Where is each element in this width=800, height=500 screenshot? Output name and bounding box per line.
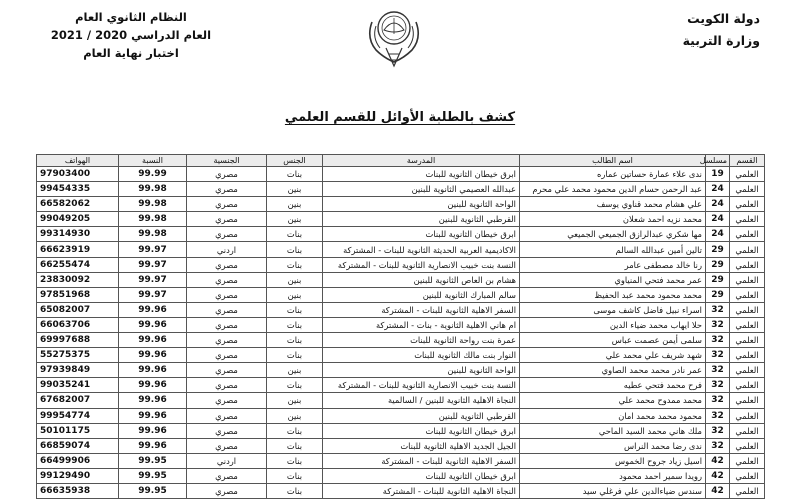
cell-school: الواحة الثانوية للبنين	[323, 363, 520, 378]
cell-gender: بنين	[267, 287, 323, 302]
header-phone: الهواتف	[37, 155, 119, 167]
cell-student-name: سلمى أيمن عصمت عباس	[520, 333, 706, 348]
cell-gender: بنين	[267, 212, 323, 227]
header-name: اسم الطالب	[520, 155, 706, 167]
cell-gender: بنات	[267, 302, 323, 317]
cell-nationality: مصري	[187, 302, 267, 317]
cell-student-name: محمد محمود محمد عبد الحفيظ	[520, 287, 706, 302]
cell-dept: العلمي	[730, 438, 765, 453]
header-school: المدرسة	[323, 155, 520, 167]
cell-seq: 29	[706, 287, 730, 302]
cell-school: النجاة الاهلية الثانوية للبنات - المشتركة	[323, 483, 520, 498]
cell-dept: العلمي	[730, 167, 765, 182]
cell-seq: 29	[706, 242, 730, 257]
table-row	[37, 378, 765, 393]
cell-dept: العلمي	[730, 333, 765, 348]
cell-dept: العلمي	[730, 287, 765, 302]
cell-percent: 99.96	[119, 378, 187, 393]
cell-school: الواحة الثانوية للبنين	[323, 197, 520, 212]
cell-seq: 32	[706, 302, 730, 317]
cell-student-name: عمر محمد فتحي المنياوي	[520, 272, 706, 287]
cell-dept: العلمي	[730, 378, 765, 393]
cell-seq: 29	[706, 272, 730, 287]
cell-phone: 99314930	[37, 227, 119, 242]
table-row	[37, 483, 765, 498]
cell-student-name: شهد شريف علي محمد علي	[520, 348, 706, 363]
cell-school: ابرق خيطان الثانوية للبنات	[323, 227, 520, 242]
cell-gender: بنات	[267, 348, 323, 363]
cell-gender: بنين	[267, 182, 323, 197]
cell-percent: 99.96	[119, 333, 187, 348]
table-row	[37, 333, 765, 348]
cell-dept: العلمي	[730, 393, 765, 408]
cell-gender: بنات	[267, 423, 323, 438]
table-row	[37, 423, 765, 438]
cell-gender: بنات	[267, 333, 323, 348]
cell-phone: 66859074	[37, 438, 119, 453]
cell-school: النجاة الاهلية الثانوية للبنين / السالمية	[323, 393, 520, 408]
cell-phone: 99049205	[37, 212, 119, 227]
cell-student-name: ملك هاني محمد السيد الماحي	[520, 423, 706, 438]
cell-dept: العلمي	[730, 348, 765, 363]
cell-seq: 42	[706, 468, 730, 483]
cell-school: سالم المبارك الثانوية للبنين	[323, 287, 520, 302]
cell-phone: 23830092	[37, 272, 119, 287]
cell-gender: بنين	[267, 408, 323, 423]
cell-percent: 99.97	[119, 272, 187, 287]
cell-nationality: مصري	[187, 227, 267, 242]
cell-percent: 99.97	[119, 242, 187, 257]
cell-dept: العلمي	[730, 182, 765, 197]
table-row	[37, 438, 765, 453]
cell-dept: العلمي	[730, 257, 765, 272]
cell-phone: 99035241	[37, 378, 119, 393]
cell-student-name: فرح محمد فتحي عطيه	[520, 378, 706, 393]
cell-nationality: مصري	[187, 257, 267, 272]
table-row	[37, 212, 765, 227]
cell-percent: 99.96	[119, 363, 187, 378]
cell-nationality: مصري	[187, 408, 267, 423]
cell-student-name: علي هشام محمد قناوي يوسف	[520, 197, 706, 212]
cell-seq: 24	[706, 182, 730, 197]
system-name: النظام الثانوي العام	[75, 10, 187, 24]
cell-student-name: عمر نادر محمد محمد الصاوي	[520, 363, 706, 378]
cell-dept: العلمي	[730, 302, 765, 317]
cell-dept: العلمي	[730, 197, 765, 212]
cell-seq: 32	[706, 378, 730, 393]
cell-phone: 55275375	[37, 348, 119, 363]
cell-seq: 32	[706, 363, 730, 378]
academic-year: العام الدراسي 2020 / 2021	[50, 28, 212, 42]
cell-student-name: رنا خالد مصطفى عامر	[520, 257, 706, 272]
cell-nationality: مصري	[187, 197, 267, 212]
cell-school: الاكاديمية العربية الحديثة الثانوية للبنات - المشتركة	[323, 242, 520, 257]
cell-gender: بنات	[267, 227, 323, 242]
cell-dept: العلمي	[730, 483, 765, 498]
cell-phone: 99454335	[37, 182, 119, 197]
cell-gender: بنات	[267, 317, 323, 332]
cell-school: عمرة بنت رواحة الثانوية للبنات	[323, 333, 520, 348]
cell-phone: 99129490	[37, 468, 119, 483]
cell-seq: 32	[706, 348, 730, 363]
cell-percent: 99.96	[119, 438, 187, 453]
header-right-block	[683, 8, 760, 52]
cell-percent: 99.97	[119, 257, 187, 272]
cell-nationality: مصري	[187, 317, 267, 332]
cell-gender: بنين	[267, 393, 323, 408]
header-seq: مسلسل	[706, 155, 730, 167]
cell-nationality: مصري	[187, 182, 267, 197]
cell-percent: 99.95	[119, 468, 187, 483]
cell-student-name: مها شكري عبدالرازق الجميعي الجميعي	[520, 227, 706, 242]
header-dept: القسم	[730, 155, 765, 167]
cell-dept: العلمي	[730, 242, 765, 257]
cell-seq: 19	[706, 167, 730, 182]
cell-gender: بنات	[267, 483, 323, 498]
table-row	[37, 182, 765, 197]
cell-school: عبدالله العصيمي الثانوية للبنين	[323, 182, 520, 197]
table-row	[37, 272, 765, 287]
cell-percent: 99.96	[119, 317, 187, 332]
cell-school: السفر الاهلية الثانوية للبنات - المشتركة	[323, 453, 520, 468]
cell-seq: 32	[706, 408, 730, 423]
cell-dept: العلمي	[730, 272, 765, 287]
cell-gender: بنين	[267, 363, 323, 378]
cell-gender: بنات	[267, 453, 323, 468]
cell-phone: 97939849	[37, 363, 119, 378]
cell-nationality: مصري	[187, 438, 267, 453]
cell-student-name: اسيل زياد جروح الخموس	[520, 453, 706, 468]
cell-student-name: تالين أمين عبدالله السالم	[520, 242, 706, 257]
cell-school: ام هاني الاهلية الثانوية - بنات - المشتركة	[323, 317, 520, 332]
table-header-row	[37, 155, 765, 167]
cell-phone: 66623919	[37, 242, 119, 257]
cell-school: الجيل الجديد الاهلية الثانوية للبنات	[323, 438, 520, 453]
table-row	[37, 317, 765, 332]
cell-gender: بنات	[267, 242, 323, 257]
cell-student-name: ندى علاء عمارة حساتين عماره	[520, 167, 706, 182]
cell-gender: بنات	[267, 378, 323, 393]
cell-student-name: سندس ضياءالدين علي فرغلي سيد	[520, 483, 706, 498]
cell-nationality: مصري	[187, 272, 267, 287]
cell-percent: 99.96	[119, 393, 187, 408]
cell-percent: 99.98	[119, 212, 187, 227]
cell-phone: 99954774	[37, 408, 119, 423]
table-row	[37, 257, 765, 272]
cell-student-name: ندى رضا محمد النراس	[520, 438, 706, 453]
cell-gender: بنات	[267, 438, 323, 453]
cell-seq: 32	[706, 317, 730, 332]
table-row	[37, 242, 765, 257]
cell-gender: بنات	[267, 257, 323, 272]
cell-seq: 32	[706, 393, 730, 408]
cell-phone: 69997688	[37, 333, 119, 348]
cell-student-name: حلا ايهاب محمد ضياء الدين	[520, 317, 706, 332]
cell-nationality: مصري	[187, 348, 267, 363]
cell-student-name: اسراء نبيل فاضل كاشف موسى	[520, 302, 706, 317]
cell-dept: العلمي	[730, 317, 765, 332]
cell-phone: 66582062	[37, 197, 119, 212]
cell-dept: العلمي	[730, 227, 765, 242]
cell-phone: 66063706	[37, 317, 119, 332]
cell-gender: بنين	[267, 197, 323, 212]
cell-phone: 66635938	[37, 483, 119, 498]
cell-gender: بنات	[267, 468, 323, 483]
cell-phone: 67682007	[37, 393, 119, 408]
table-row	[37, 348, 765, 363]
cell-nationality: مصري	[187, 167, 267, 182]
cell-percent: 99.96	[119, 348, 187, 363]
cell-seq: 42	[706, 483, 730, 498]
page-title: كشف بالطلبة الأوائل للقسم العلمي	[284, 110, 516, 125]
cell-phone: 65082007	[37, 302, 119, 317]
cell-school: النسة بنت خبيب الانصارية الثانوية للبنات - المشتركة	[323, 257, 520, 272]
country-name: دولة الكويت	[687, 11, 760, 26]
cell-student-name: محمود محمد محمد امان	[520, 408, 706, 423]
cell-percent: 99.96	[119, 302, 187, 317]
cell-nationality: مصري	[187, 363, 267, 378]
cell-phone: 97851968	[37, 287, 119, 302]
header-left-block	[36, 8, 226, 62]
cell-school: القرطبي الثانوية للبنين	[323, 212, 520, 227]
table-row	[37, 167, 765, 182]
top-students-table	[36, 154, 765, 499]
cell-school: النسة بنت خبيب الانصارية الثانوية للبنات - المشتركة	[323, 378, 520, 393]
cell-percent: 99.99	[119, 167, 187, 182]
cell-nationality: اردني	[187, 453, 267, 468]
cell-phone: 66499906	[37, 453, 119, 468]
header-gender: الجنس	[267, 155, 323, 167]
cell-dept: العلمي	[730, 408, 765, 423]
table-row	[37, 453, 765, 468]
cell-nationality: مصري	[187, 287, 267, 302]
cell-student-name: رويدا سمير احمد محمود	[520, 468, 706, 483]
cell-seq: 24	[706, 212, 730, 227]
exam-name: اختبار نهاية العام	[83, 46, 179, 60]
cell-dept: العلمي	[730, 453, 765, 468]
cell-dept: العلمي	[730, 363, 765, 378]
cell-nationality: مصري	[187, 468, 267, 483]
cell-percent: 99.96	[119, 423, 187, 438]
table-row	[37, 227, 765, 242]
cell-seq: 32	[706, 333, 730, 348]
cell-percent: 99.97	[119, 287, 187, 302]
cell-gender: بنين	[267, 272, 323, 287]
cell-nationality: مصري	[187, 378, 267, 393]
cell-seq: 32	[706, 438, 730, 453]
table-row	[37, 408, 765, 423]
cell-dept: العلمي	[730, 212, 765, 227]
cell-nationality: اردني	[187, 242, 267, 257]
table-row	[37, 197, 765, 212]
cell-phone: 66255474	[37, 257, 119, 272]
table-row	[37, 393, 765, 408]
table-row	[37, 363, 765, 378]
cell-nationality: مصري	[187, 333, 267, 348]
header-nationality: الجنسية	[187, 155, 267, 167]
cell-school: ابرق خيطان الثانوية للبنات	[323, 167, 520, 182]
cell-percent: 99.96	[119, 408, 187, 423]
cell-school: هشام بن العاص الثانوية للبنين	[323, 272, 520, 287]
cell-percent: 99.95	[119, 483, 187, 498]
cell-percent: 99.98	[119, 227, 187, 242]
cell-school: ابرق خيطان الثانوية للبنات	[323, 468, 520, 483]
cell-nationality: مصري	[187, 483, 267, 498]
ministry-name: وزارة التربية	[682, 33, 760, 48]
table-row	[37, 468, 765, 483]
cell-school: السفر الاهلية الثانوية للبنات - المشتركة	[323, 302, 520, 317]
cell-student-name: محمد نزيه احمد شعلان	[520, 212, 706, 227]
cell-dept: العلمي	[730, 423, 765, 438]
cell-phone: 97903400	[37, 167, 119, 182]
cell-nationality: مصري	[187, 393, 267, 408]
cell-student-name: عبد الرحمن حسام الدين محمود محمد علي محرم	[520, 182, 706, 197]
table-row	[37, 287, 765, 302]
cell-gender: بنات	[267, 167, 323, 182]
cell-school: ابرق خيطان الثانوية للبنات	[323, 423, 520, 438]
cell-percent: 99.98	[119, 182, 187, 197]
cell-seq: 42	[706, 453, 730, 468]
cell-nationality: مصري	[187, 212, 267, 227]
cell-percent: 99.98	[119, 197, 187, 212]
cell-seq: 32	[706, 423, 730, 438]
cell-school: القرطبي الثانوية للبنين	[323, 408, 520, 423]
cell-seq: 24	[706, 227, 730, 242]
cell-seq: 29	[706, 257, 730, 272]
header-percent: النسبة	[119, 155, 187, 167]
kuwait-emblem-icon	[362, 4, 426, 72]
table-row	[37, 302, 765, 317]
cell-percent: 99.95	[119, 453, 187, 468]
cell-student-name: محمد ممدوح محمد علي	[520, 393, 706, 408]
cell-seq: 24	[706, 197, 730, 212]
cell-school: النوار بنت مالك الثانوية للبنات	[323, 348, 520, 363]
cell-dept: العلمي	[730, 468, 765, 483]
cell-phone: 50101175	[37, 423, 119, 438]
cell-nationality: مصري	[187, 423, 267, 438]
